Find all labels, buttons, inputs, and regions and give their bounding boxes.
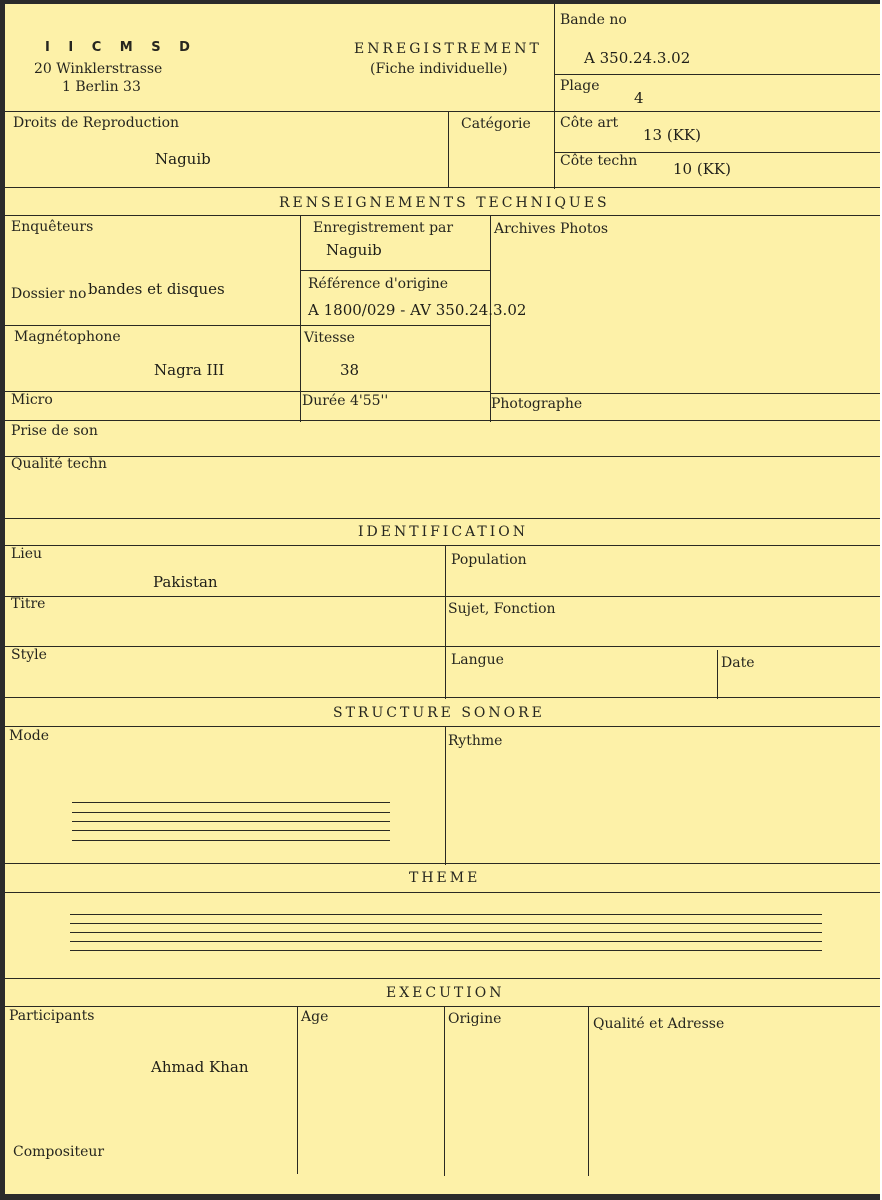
rule-bande-plage (554, 74, 880, 75)
rule-section-identification-bottom (5, 545, 880, 546)
scan-edge-top (0, 0, 882, 4)
droits-label: Droits de Reproduction (13, 115, 180, 131)
cote-techn-label: Côte techn (560, 153, 638, 169)
section-theme-heading: THEME (409, 870, 481, 886)
lieu-value: Pakistan (153, 573, 218, 591)
rule-exec-col1 (297, 1006, 298, 1174)
qualite-techn-label: Qualité techn (11, 456, 107, 472)
rule-header-right (554, 4, 555, 189)
rule-titre (5, 646, 880, 647)
rule-section-identification-top (5, 518, 880, 519)
rule-section-techniques-top (5, 187, 880, 188)
prise-de-son-label: Prise de son (11, 423, 98, 439)
vitesse-value: 38 (340, 361, 360, 379)
age-label: Age (301, 1009, 329, 1025)
rule-magnetophone (5, 391, 490, 392)
section-execution-heading: EXECUTION (386, 985, 505, 1001)
mode-writing-line (72, 821, 390, 822)
participants-value: Ahmad Khan (151, 1058, 249, 1076)
rule-section-structure-bottom (5, 726, 880, 727)
theme-writing-line (70, 932, 822, 933)
enqueteurs-label: Enquêteurs (11, 219, 94, 235)
rythme-label: Rythme (448, 733, 503, 749)
plage-label: Plage (560, 78, 600, 94)
date-label: Date (721, 655, 755, 671)
rule-lieu (5, 596, 880, 597)
scan-edge-bottom (0, 1194, 882, 1200)
rule-exec-col2 (444, 1006, 445, 1176)
address-street: 20 Winklerstrasse (34, 61, 163, 77)
micro-label: Micro (11, 392, 53, 408)
enregistrement-par-label: Enregistrement par (313, 220, 454, 236)
dossier-value: bandes et disques (88, 280, 225, 298)
mode-writing-line (72, 830, 390, 831)
bande-label: Bande no (560, 12, 627, 28)
rule-mode-rythme (445, 726, 446, 865)
reference-label: Référence d'origine (308, 276, 449, 292)
mode-writing-line (72, 812, 390, 813)
mode-writing-line (72, 840, 390, 841)
rule-exec-col3 (588, 1006, 589, 1176)
participants-label: Participants (9, 1008, 95, 1024)
categorie-label: Catégorie (461, 116, 531, 132)
plage-value: 4 (634, 89, 644, 107)
form-subtitle: (Fiche individuelle) (370, 61, 508, 77)
magnetophone-label: Magnétophone (14, 329, 121, 345)
rule-section-theme-top (5, 863, 880, 864)
droits-value: Naguib (155, 150, 211, 168)
section-techniques-heading: RENSEIGNEMENTS TECHNIQUES (279, 195, 610, 211)
theme-writing-line (70, 923, 822, 924)
compositeur-label: Compositeur (13, 1144, 105, 1160)
rule-section-techniques-bottom (5, 215, 880, 216)
population-label: Population (451, 552, 527, 568)
rule-ident-col (445, 545, 446, 699)
mode-writing-line (72, 802, 390, 803)
photographe-label: Photographe (491, 396, 583, 412)
bande-value: A 350.24.3.02 (584, 49, 691, 67)
rule-droits-categorie (448, 111, 449, 188)
rule-langue-date (717, 650, 718, 699)
reference-value: A 1800/029 - AV 350.24.3.02 (308, 301, 527, 319)
origine-label: Origine (448, 1011, 502, 1027)
theme-writing-line (70, 914, 822, 915)
section-identification-heading: IDENTIFICATION (358, 524, 528, 540)
cote-art-label: Côte art (560, 115, 619, 131)
rule-section-execution-top (5, 978, 880, 979)
rule-section-execution-bottom (5, 1006, 880, 1007)
rule-header-bottom (5, 111, 880, 112)
rule-micro (5, 420, 880, 421)
cote-techn-value: 10 (KK) (673, 160, 731, 178)
rule-archives (490, 393, 880, 394)
rule-enregistrement (300, 270, 490, 271)
theme-writing-line (70, 941, 822, 942)
style-label: Style (11, 647, 47, 663)
vitesse-label: Vitesse (304, 330, 355, 346)
qualite-adresse-label: Qualité et Adresse (593, 1016, 725, 1032)
rule-section-theme-bottom (5, 892, 880, 893)
cote-art-value: 13 (KK) (643, 126, 701, 144)
duree-label: Durée 4'55'' (302, 393, 389, 409)
form-title: ENREGISTREMENT (354, 41, 542, 57)
mode-label: Mode (9, 728, 50, 744)
enregistrement-par-value: Naguib (326, 241, 382, 259)
rule-section-structure-top (5, 697, 880, 698)
org-name: I I C M S D (45, 40, 197, 55)
address-city: 1 Berlin 33 (62, 79, 141, 95)
section-structure-heading: STRUCTURE SONORE (333, 705, 545, 721)
dossier-label: Dossier no (11, 286, 87, 302)
rule-prise-de-son (5, 456, 880, 457)
langue-label: Langue (451, 652, 504, 668)
sujet-label: Sujet, Fonction (448, 601, 556, 617)
titre-label: Titre (11, 596, 46, 612)
rule-reference (5, 325, 490, 326)
magnetophone-value: Nagra III (154, 361, 225, 379)
theme-writing-line (70, 950, 822, 951)
lieu-label: Lieu (11, 546, 43, 562)
scan-edge-left (0, 0, 5, 1200)
archives-photos-label: Archives Photos (494, 221, 609, 237)
